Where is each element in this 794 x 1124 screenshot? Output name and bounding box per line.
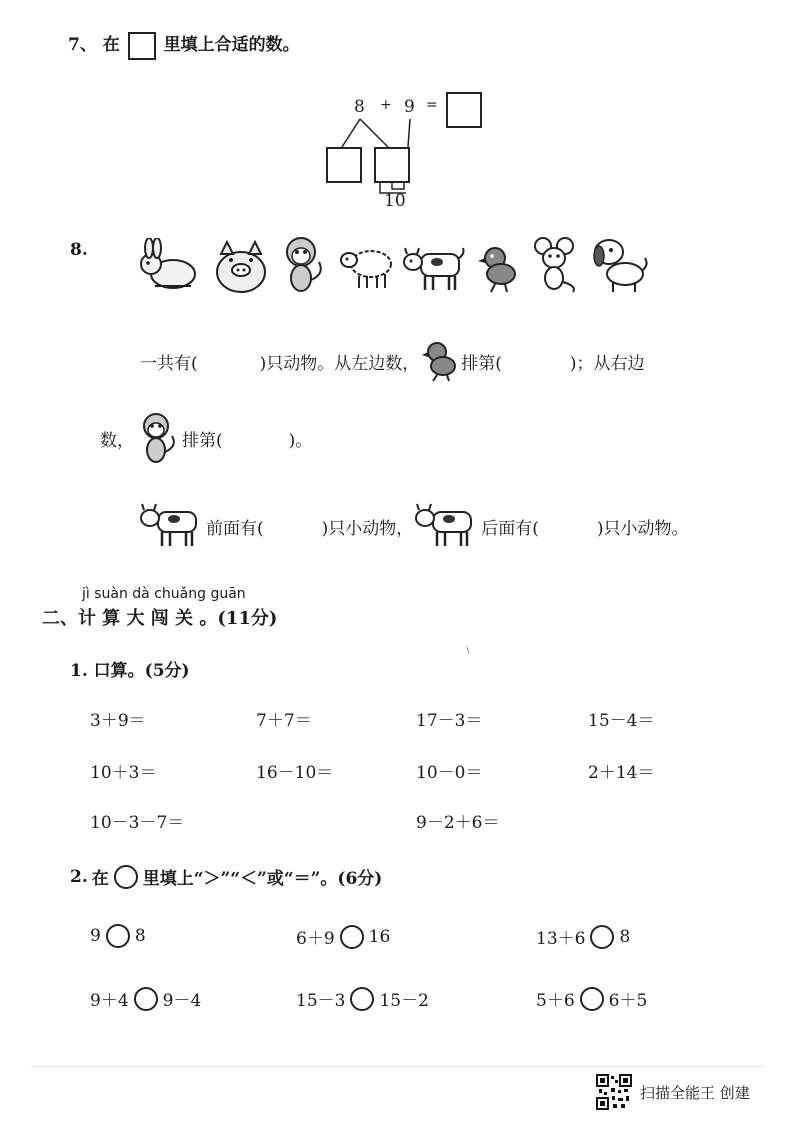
monkey-icon <box>279 234 329 298</box>
chick-icon <box>477 244 521 294</box>
q8-chick-rank-label: 排第( <box>461 353 502 374</box>
oral-calc-item: 9－2＋6＝ <box>416 813 500 833</box>
q8-count-label: 数， <box>100 430 134 451</box>
q8-front-suffix: )只小动物， <box>321 518 414 539</box>
q7-instruction <box>68 30 300 60</box>
q7-split-box-right[interactable] <box>374 147 410 183</box>
compare-left: 15－3 <box>296 991 346 1011</box>
oral-calc-item: 16－10＝ <box>256 763 334 783</box>
section-pinyin: jì suàn dà chuǎng guān <box>82 586 246 602</box>
oral-calc-item: 10－3－7＝ <box>90 813 185 833</box>
dog-icon <box>591 236 649 294</box>
compare-left: 6＋9 <box>296 929 335 949</box>
s2q2-suffix: 里填上“＞”“＜”或“＝”。(6分) <box>142 869 383 889</box>
qr-code-icon <box>596 1074 632 1110</box>
watermark-text: 扫描全能王 创建 <box>640 1083 750 1102</box>
q8-front-label: 前面有( <box>206 518 264 539</box>
s2q2-prefix: 在 <box>91 869 109 889</box>
q7-prefix: 在 <box>102 35 120 55</box>
compare-item <box>536 986 647 1011</box>
compare-circle[interactable] <box>590 925 614 949</box>
q8-line-3 <box>140 502 689 550</box>
oral-calc-item: 3＋9＝ <box>90 711 146 731</box>
section-title: 二、计 算 大 闯 关 。(11分) <box>42 608 278 629</box>
compare-left: 5＋6 <box>536 991 575 1011</box>
cow-icon <box>403 244 467 294</box>
cow-icon <box>415 502 479 550</box>
q8-right-count-label: )；从右边 <box>569 353 645 374</box>
s2q2-sample-circle <box>114 865 138 889</box>
compare-circle[interactable] <box>350 987 374 1011</box>
compare-circle[interactable] <box>580 987 604 1011</box>
stray-mark: ﹨ <box>462 642 475 656</box>
rabbit-icon <box>135 238 201 294</box>
compare-right: 8 <box>619 926 631 947</box>
sheep-icon <box>339 242 395 292</box>
compare-circle[interactable] <box>106 924 130 948</box>
mouse-icon <box>533 236 579 294</box>
q8-line-1 <box>140 340 645 382</box>
compare-right: 9－4 <box>162 991 202 1011</box>
compare-circle[interactable] <box>134 987 158 1011</box>
oral-calc-item: 2＋14＝ <box>588 763 655 783</box>
oral-calc-item: 15－4＝ <box>588 711 655 731</box>
q7-number: 7、 <box>68 35 97 55</box>
compare-right: 6＋5 <box>608 991 648 1011</box>
q7-sample-box <box>128 32 156 60</box>
compare-right: 8 <box>134 926 146 946</box>
q7-equals: = <box>426 97 438 113</box>
oral-calc-item: 10＋3＝ <box>90 763 157 783</box>
q7-addend-b: 9 <box>404 97 415 117</box>
scanner-watermark <box>596 1074 750 1110</box>
compare-left: 9 <box>90 926 101 946</box>
q7-suffix: 里填上合适的数。 <box>163 35 300 55</box>
q7-ten-label: 10 <box>384 191 406 211</box>
monkey-icon <box>136 410 180 466</box>
compare-right: 15－2 <box>379 991 429 1011</box>
q8-back-suffix: )只小动物。 <box>596 518 689 539</box>
q8-back-label: 后面有( <box>481 518 539 539</box>
q7-plus: + <box>380 97 392 113</box>
q8-animal-row <box>135 234 655 298</box>
oral-calc-item: 10－0＝ <box>416 763 483 783</box>
q8-total-label: 一共有( <box>140 353 198 374</box>
chick-icon <box>421 340 459 382</box>
compare-item <box>90 986 201 1011</box>
oral-calc-item: 7＋7＝ <box>256 711 312 731</box>
oral-calc-item: 17－3＝ <box>416 711 483 731</box>
q8-number: 8. <box>70 240 88 260</box>
compare-item <box>296 924 390 949</box>
s2q2-number: 2. <box>70 866 88 887</box>
q8-monkey-rank-label: 排第( <box>182 430 223 451</box>
q8-line-2 <box>100 410 312 466</box>
cow-icon <box>140 502 204 550</box>
q8-monkey-rank-close: )。 <box>288 430 313 451</box>
footer-divider <box>30 1066 764 1067</box>
s2q1-title: 1. 口算。(5分) <box>70 661 190 681</box>
s2q2-instruction <box>70 864 382 889</box>
q8-left-count-label: )只动物。从左边数， <box>259 353 420 374</box>
pig-icon <box>211 236 271 296</box>
compare-left: 9＋4 <box>90 991 129 1011</box>
compare-left: 13＋6 <box>536 929 586 949</box>
compare-right: 16 <box>368 926 391 947</box>
q7-addend-a: 8 <box>354 97 365 117</box>
compare-item <box>536 924 630 949</box>
compare-item <box>90 924 146 948</box>
compare-grid <box>90 924 710 1034</box>
q7-split-box-left[interactable] <box>326 147 362 183</box>
q7-decompose-diagram <box>300 85 520 215</box>
compare-item <box>296 986 429 1011</box>
compare-circle[interactable] <box>340 925 364 949</box>
